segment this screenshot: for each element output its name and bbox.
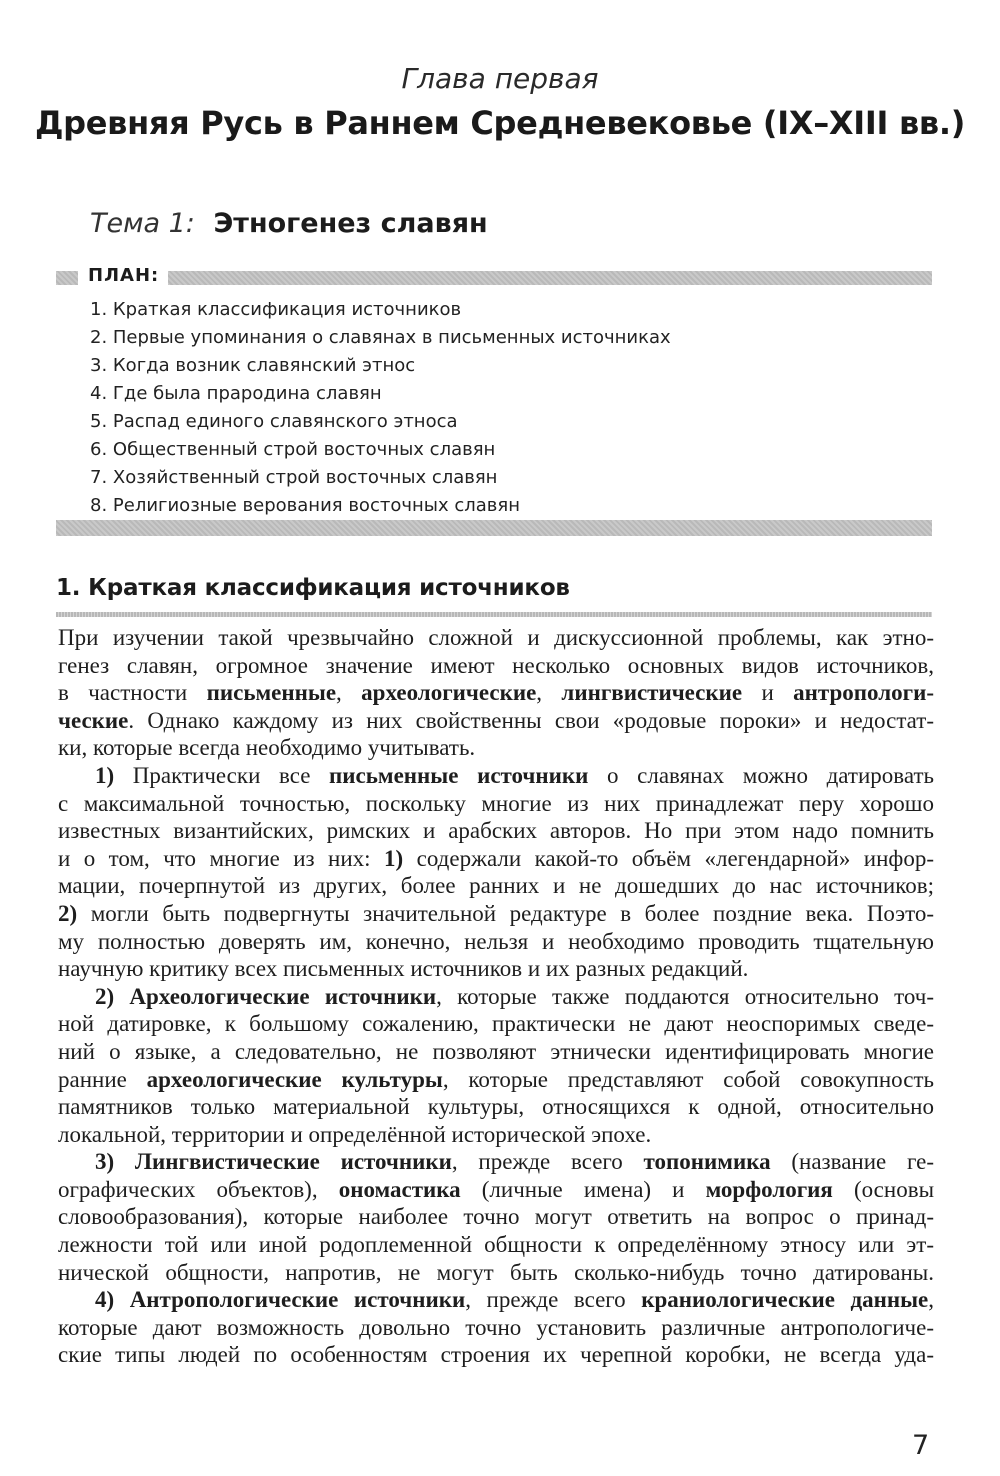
body-text-run: локальной, территории и определённой исторической эпохе. bbox=[58, 1121, 652, 1147]
body-text-run: Практически все bbox=[114, 762, 330, 788]
body-text-run: и bbox=[742, 680, 794, 706]
body-text-run: и о том, что многие из них: bbox=[58, 845, 384, 871]
body-bold-term: лингвистические bbox=[561, 680, 743, 706]
plan-item: 1. Краткая классификация источников bbox=[90, 299, 462, 320]
body-bold-term: письменные bbox=[206, 680, 337, 706]
body-text-run: памятников только материальной культуры, относящихся к одной, относительно bbox=[58, 1094, 934, 1120]
body-bold-term: ческие bbox=[58, 707, 129, 733]
plan-label: ПЛАН: bbox=[88, 265, 160, 286]
body-text-run: мации, почерпнутой из других, более ранних и не дошедших до нас источников; bbox=[58, 873, 934, 899]
body-line bbox=[58, 707, 934, 735]
body-line bbox=[58, 1010, 934, 1038]
body-text-run: ки, которые всегда необходимо учитывать. bbox=[58, 735, 476, 761]
plan-item: 3. Когда возник славянский этнос bbox=[90, 355, 416, 376]
body-line bbox=[58, 872, 934, 900]
plan-bar-decoration bbox=[56, 271, 78, 285]
body-line bbox=[58, 1259, 934, 1287]
plan-item: 7. Хозяйственный строй восточных славян bbox=[90, 467, 498, 488]
section-rule bbox=[56, 612, 932, 617]
body-line bbox=[58, 652, 934, 680]
body-bold-term: топонимика bbox=[643, 1149, 771, 1175]
body-line bbox=[58, 1121, 934, 1149]
plan-list bbox=[90, 296, 671, 520]
body-line bbox=[58, 679, 934, 707]
body-line bbox=[58, 1203, 934, 1231]
body-line bbox=[58, 1231, 934, 1259]
body-bold-term: морфология bbox=[705, 1176, 833, 1202]
body-text-run: которые дают возможность довольно точно установить различные антропологиче- bbox=[58, 1314, 934, 1340]
body-text-run: (личные имена) и bbox=[460, 1176, 706, 1202]
body-text-run: научную критику всех письменных источников и их разных редакций. bbox=[58, 956, 749, 982]
body-line bbox=[58, 1093, 934, 1121]
plan-bar-decoration bbox=[168, 271, 932, 285]
body-text-run: ранние bbox=[58, 1066, 147, 1092]
body-text-run: ной датировке, к большому сожалению, практически не дают неоспоримых сведе- bbox=[58, 1011, 934, 1037]
body-bold-term: письменные источники bbox=[329, 762, 589, 788]
body-bold-term: 1) bbox=[95, 762, 115, 788]
body-bold-term: археологические bbox=[361, 680, 537, 706]
body-bold-term: 2) bbox=[58, 900, 78, 926]
body-bold-term: ономастика bbox=[338, 1176, 461, 1202]
body-text-run: ографических объектов), bbox=[58, 1176, 339, 1202]
body-text-run: . Однако каждому из них свойственны свои «родовые пороки» и недостат- bbox=[128, 707, 934, 733]
body-text-run: му полностью доверять им, конечно, нельзя и необходимо проводить тщательную bbox=[58, 928, 934, 954]
body-line bbox=[58, 983, 934, 1011]
body-text-run: , которые представляют собой совокупность bbox=[442, 1066, 934, 1092]
plan-item: 2. Первые упоминания о славянах в письменных источниках bbox=[90, 327, 671, 348]
body-text-run: известных византийских, римских и арабских авторов. Но при этом надо помнить bbox=[58, 818, 934, 844]
body-text-run: , bbox=[336, 680, 362, 706]
body-text-run: , прежде всего bbox=[465, 1287, 642, 1313]
body-bold-term: археологические культуры bbox=[146, 1066, 443, 1092]
body-text-run: словообразования), которые наиболее точно могут ответить на вопрос о принад- bbox=[58, 1204, 934, 1230]
body-line bbox=[58, 1066, 934, 1094]
body-text-run: могли быть подвергнуты значительной редактуре в более поздние века. Поэто- bbox=[77, 900, 934, 926]
body-text-run: ний о языке, а следовательно, не позволяют этнически идентифицировать многие bbox=[58, 1038, 934, 1064]
body-text-run: генез славян, огромное значение имеют несколько основных видов источников, bbox=[58, 652, 934, 678]
topic-prefix: Тема 1: bbox=[90, 208, 195, 239]
body-line bbox=[58, 845, 934, 873]
chapter-title: Древняя Русь в Раннем Средневековье (IX–XIII вв.) bbox=[34, 104, 966, 142]
body-line bbox=[58, 790, 934, 818]
body-line bbox=[58, 1038, 934, 1066]
body-text-run: (название ге- bbox=[770, 1149, 934, 1175]
body-text-run: в частности bbox=[58, 680, 207, 706]
body-text-run: содержали какой-то объём «легендарной» инфор- bbox=[403, 845, 934, 871]
body-line bbox=[58, 1176, 934, 1204]
body-text-run: о славянах можно датировать bbox=[588, 762, 934, 788]
body-line bbox=[58, 928, 934, 956]
body-line bbox=[58, 762, 934, 790]
body-text-run: , bbox=[536, 680, 562, 706]
body-bold-term: антропологи- bbox=[793, 680, 934, 706]
body-line bbox=[58, 1314, 934, 1342]
body-text-run: лежности той или иной родоплеменной общности к определённому этносу или эт- bbox=[58, 1232, 934, 1258]
plan-item: 5. Распад единого славянского этноса bbox=[90, 411, 458, 432]
body-line bbox=[58, 900, 934, 928]
body-line bbox=[58, 1148, 934, 1176]
body-text-run: При изучении такой чрезвычайно сложной и дискуссионной проблемы, как этно- bbox=[58, 625, 934, 650]
body-text-run: , bbox=[928, 1287, 934, 1313]
body-text-run: (основы bbox=[832, 1176, 934, 1202]
body-text-run: , прежде всего bbox=[451, 1149, 644, 1175]
section-heading: 1. Краткая классификация источников bbox=[56, 575, 570, 601]
page-number: 7 bbox=[912, 1430, 930, 1461]
body-line bbox=[58, 817, 934, 845]
body-text-run: с максимальной точностью, поскольку многие из них принадлежат перу хорошо bbox=[58, 790, 934, 816]
plan-item: 4. Где была прародина славян bbox=[90, 383, 382, 404]
body-text-run: нической общности, напротив, не могут быть сколько-нибудь точно датированы. bbox=[58, 1259, 934, 1285]
chapter-label: Глава первая bbox=[401, 62, 599, 95]
body-line bbox=[58, 1341, 934, 1369]
body-line bbox=[58, 734, 934, 762]
topic-name: Этногенез славян bbox=[213, 208, 488, 239]
body-bold-term: 3) Лингвистические источники bbox=[95, 1149, 452, 1175]
body-bold-term: краниологические данные bbox=[641, 1287, 929, 1313]
body-bold-term: 4) Антропологические источники bbox=[95, 1287, 466, 1313]
body-line bbox=[58, 624, 934, 652]
body-text bbox=[58, 624, 934, 1369]
body-line bbox=[58, 955, 934, 983]
body-text-run: ские типы людей по особенностям строения их черепной коробки, не всегда уда- bbox=[58, 1342, 934, 1368]
plan-item: 6. Общественный строй восточных славян bbox=[90, 439, 496, 460]
topic-heading bbox=[90, 208, 488, 239]
body-bold-term: 1) bbox=[384, 845, 404, 871]
body-line bbox=[58, 1286, 934, 1314]
plan-item: 8. Религиозные верования восточных славян bbox=[90, 495, 520, 516]
body-text-run: , которые также поддаются относительно точ- bbox=[436, 983, 934, 1009]
body-bold-term: 2) Археологические источники bbox=[95, 983, 437, 1009]
plan-bottom-bar-decoration bbox=[56, 520, 932, 536]
